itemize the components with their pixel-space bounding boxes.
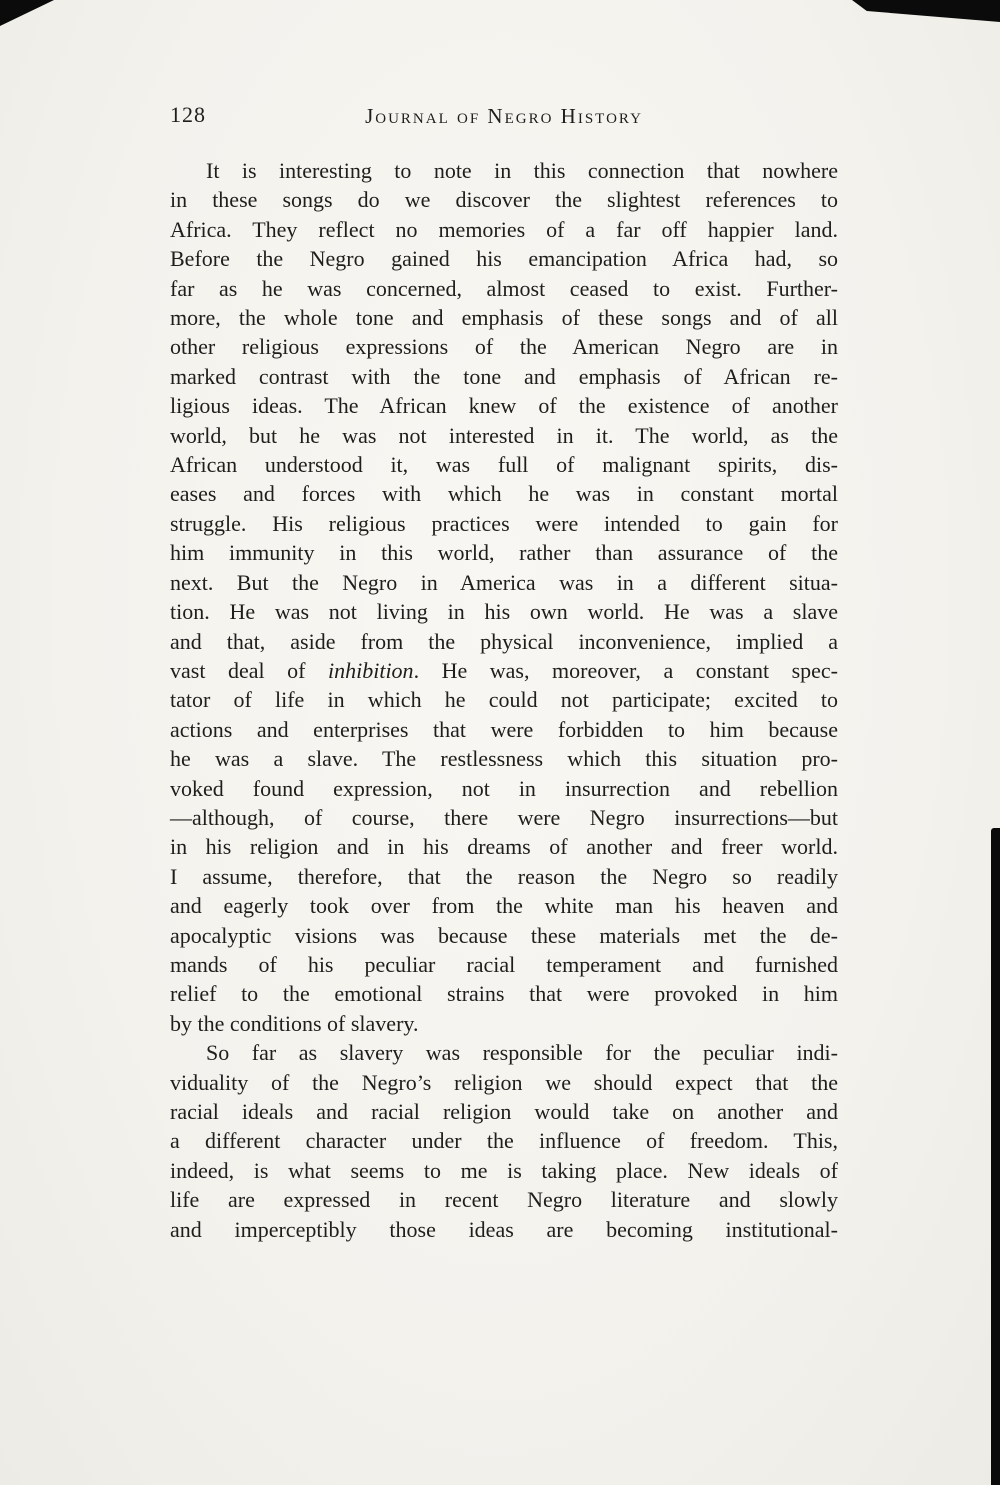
page-number: 128 bbox=[170, 102, 206, 127]
text-segment: Africa. They reflect no memories of a far off happier land. bbox=[170, 216, 838, 242]
text-line bbox=[170, 685, 838, 714]
text-segment: ligious ideas. The African knew of the existence of another bbox=[170, 393, 838, 419]
text-segment: and eagerly took over from the white man his heaven and bbox=[170, 893, 838, 919]
text-segment: next. But the Negro in America was in a different situa- bbox=[170, 569, 838, 595]
text-segment: life are expressed in recent Negro literature and slowly bbox=[170, 1187, 838, 1213]
text-line bbox=[170, 656, 838, 685]
scan-artifact-top-right bbox=[852, 0, 1000, 22]
text-line bbox=[170, 627, 838, 656]
running-header-title: Journal of Negro History bbox=[365, 104, 643, 128]
text-line bbox=[170, 1038, 838, 1067]
text-segment: . He was, moreover, a constant spec- bbox=[413, 657, 839, 683]
text-line bbox=[170, 1068, 838, 1097]
text-segment: more, the whole tone and emphasis of these songs and of all bbox=[170, 305, 838, 331]
text-line bbox=[170, 479, 838, 508]
text-line bbox=[170, 215, 838, 244]
text-line bbox=[170, 1185, 838, 1214]
text-segment: voked found expression, not in insurrection and rebellion bbox=[170, 775, 838, 801]
text-line bbox=[170, 509, 838, 538]
text-line bbox=[170, 156, 838, 185]
text-segment: mands of his peculiar racial temperament and furnished bbox=[170, 951, 838, 977]
text-line bbox=[170, 803, 838, 832]
text-line bbox=[170, 303, 838, 332]
text-line bbox=[170, 421, 838, 450]
text-line bbox=[170, 862, 838, 891]
text-segment: and imperceptibly those ideas are becoming institutional- bbox=[170, 1216, 838, 1242]
text-segment: tion. He was not living in his own world. He was a slave bbox=[170, 599, 838, 625]
text-line bbox=[170, 1156, 838, 1185]
text-line bbox=[170, 744, 838, 773]
text-segment: him immunity in this world, rather than assurance of the bbox=[170, 540, 838, 566]
text-segment: actions and enterprises that were forbidden to him because bbox=[170, 716, 838, 742]
scan-artifact-top-left bbox=[0, 0, 54, 26]
text-segment: struggle. His religious practices were intended to gain for bbox=[170, 510, 838, 536]
text-line bbox=[170, 274, 838, 303]
text-line bbox=[170, 1097, 838, 1126]
text-line bbox=[170, 391, 838, 420]
text-line bbox=[170, 950, 838, 979]
text-segment: racial ideals and racial religion would take on another and bbox=[170, 1099, 838, 1124]
text-segment: Before the Negro gained his emancipation Africa had, so bbox=[170, 246, 838, 272]
text-segment: viduality of the Negro’s religion we should expect that the bbox=[170, 1069, 838, 1095]
text-segment: I assume, therefore, that the reason the Negro so readily bbox=[170, 863, 838, 889]
text-segment: in these songs do we discover the slightest references to bbox=[170, 187, 838, 213]
text-segment: by the conditions of slavery. bbox=[170, 1010, 419, 1036]
page-header bbox=[170, 102, 838, 130]
text-segment: eases and forces with which he was in constant mortal bbox=[170, 481, 838, 507]
text-line bbox=[170, 1009, 838, 1038]
text-segment: world, but he was not interested in it. The world, as the bbox=[170, 422, 838, 448]
text-segment: marked contrast with the tone and emphasis of African re- bbox=[170, 363, 838, 389]
text-segment: relief to the emotional strains that were provoked in him bbox=[170, 981, 838, 1007]
text-line bbox=[170, 921, 838, 950]
text-line bbox=[170, 1126, 838, 1155]
text-segment: tator of life in which he could not participate; excited to bbox=[170, 687, 838, 713]
text-segment: It is interesting to note in this connection that nowhere bbox=[206, 158, 838, 183]
text-segment: in his religion and in his dreams of another and freer world. bbox=[170, 834, 838, 860]
text-line bbox=[170, 891, 838, 920]
text-segment: vast deal of bbox=[170, 657, 328, 683]
text-segment: other religious expressions of the American Negro are in bbox=[170, 334, 838, 360]
text-segment: far as he was concerned, almost ceased to exist. Further- bbox=[170, 275, 838, 301]
italic-text: inhibition bbox=[328, 657, 414, 683]
text-line bbox=[170, 568, 838, 597]
text-segment: —although, of course, there were Negro insurrections—but bbox=[170, 804, 838, 830]
scan-artifact-right-edge bbox=[991, 828, 1000, 1485]
text-line bbox=[170, 1215, 838, 1244]
text-line bbox=[170, 332, 838, 361]
text-line bbox=[170, 597, 838, 626]
text-segment: African understood it, was full of malignant spirits, dis- bbox=[170, 452, 838, 478]
text-segment: and that, aside from the physical inconvenience, implied a bbox=[170, 628, 838, 654]
text-segment: apocalyptic visions was because these materials met the de- bbox=[170, 922, 838, 948]
page-text bbox=[170, 156, 838, 1244]
text-line bbox=[170, 185, 838, 214]
text-line bbox=[170, 715, 838, 744]
text-segment: indeed, is what seems to me is taking place. New ideals of bbox=[170, 1157, 838, 1183]
text-line bbox=[170, 362, 838, 391]
text-line bbox=[170, 244, 838, 273]
text-segment: a different character under the influence of freedom. This, bbox=[170, 1128, 838, 1154]
text-line bbox=[170, 538, 838, 567]
text-line bbox=[170, 979, 838, 1008]
text-line bbox=[170, 774, 838, 803]
text-line bbox=[170, 832, 838, 861]
text-segment: So far as slavery was responsible for the peculiar indi- bbox=[206, 1040, 838, 1066]
text-segment: he was a slave. The restlessness which this situation pro- bbox=[170, 746, 838, 772]
text-line bbox=[170, 450, 838, 479]
